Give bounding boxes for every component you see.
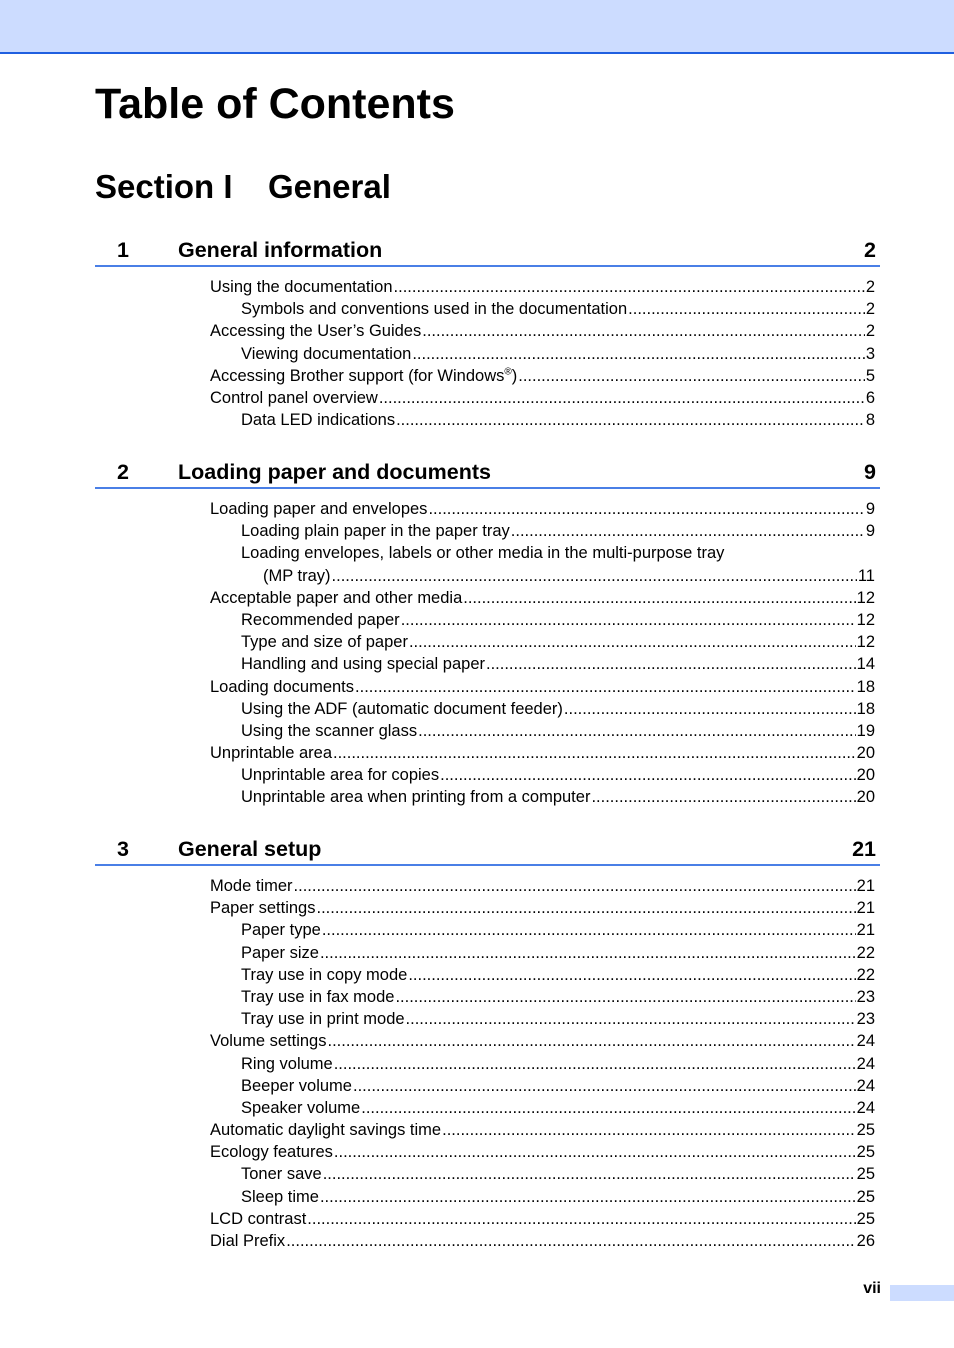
dot-leader	[518, 365, 865, 387]
toc-entry-page: 9	[865, 522, 875, 541]
toc-entry-text: Using the scanner glass	[241, 721, 418, 740]
toc-entry[interactable]	[95, 1030, 880, 1052]
toc-entry-label	[210, 387, 378, 409]
toc-entry-text: Mode timer	[210, 877, 293, 895]
chapter-title: General information	[178, 238, 383, 262]
toc-entry[interactable]	[95, 1075, 880, 1097]
toc-entry-label	[210, 1230, 285, 1252]
toc-entry-text: Accessing Brother support (for Windows	[210, 366, 505, 385]
chapter-number: 3	[117, 837, 129, 861]
toc-entry-label	[210, 498, 427, 520]
dot-leader	[486, 653, 856, 675]
toc-entry-label	[241, 298, 627, 320]
toc-entry-text: Tray use in print mode	[241, 1010, 405, 1029]
toc-entry-page: 24	[856, 1076, 875, 1095]
toc-entry-text: Toner save	[241, 1165, 322, 1184]
toc-entry[interactable]	[95, 298, 880, 320]
toc-entry-label	[241, 1186, 319, 1208]
toc-entry[interactable]	[95, 1163, 880, 1185]
toc-entry[interactable]	[95, 742, 880, 764]
toc-entry-label	[241, 764, 439, 786]
toc-entry-text: Loading plain paper in the paper tray	[241, 522, 510, 541]
toc-entry-page: 12	[856, 633, 875, 652]
toc-entry-label	[241, 786, 590, 808]
toc-entry-label	[241, 698, 563, 720]
toc-entry-page: 24	[856, 1032, 875, 1051]
section-heading	[95, 167, 391, 207]
toc-entry-page: 25	[856, 1165, 875, 1184]
dot-leader	[322, 919, 856, 941]
dot-leader	[440, 764, 856, 786]
toc-entry-text: Dial Prefix	[210, 1232, 286, 1250]
toc-entry-page: 26	[856, 1232, 875, 1250]
dot-leader	[379, 387, 865, 409]
toc-entry-text: Sleep time	[241, 1187, 319, 1206]
dot-leader	[286, 1230, 855, 1252]
toc-entry-text: Handling and using special paper	[241, 655, 486, 674]
toc-entry-text: Ring volume	[241, 1054, 333, 1073]
section-label: Section I	[95, 168, 233, 205]
toc-entry[interactable]	[95, 764, 880, 786]
toc-entry-page: 20	[856, 788, 875, 807]
toc-entry-text: Paper type	[241, 921, 321, 940]
chapter-page: 21	[852, 837, 876, 861]
toc-entry-suffix: )	[511, 366, 518, 385]
toc-entry-text: Unprintable area for copies	[241, 766, 440, 785]
toc-entry[interactable]	[95, 1119, 880, 1141]
toc-entry-text: Loading paper and envelopes	[210, 500, 428, 518]
toc-entry[interactable]	[95, 1186, 880, 1208]
toc-entry-text: Symbols and conventions used in the documentation	[241, 300, 628, 319]
toc-entry-page: 25	[856, 1121, 875, 1140]
toc-entry-text: Unprintable area	[210, 744, 332, 763]
toc-entry-page: 21	[856, 921, 875, 940]
toc-entry[interactable]	[95, 387, 880, 409]
dot-leader	[401, 609, 856, 631]
toc-entries	[95, 276, 880, 431]
dot-leader	[394, 276, 865, 298]
toc-entry-page: 9	[865, 500, 875, 518]
chapter-number: 2	[117, 460, 129, 484]
toc-entry[interactable]	[95, 565, 880, 587]
toc-entry[interactable]	[95, 1141, 880, 1163]
toc-entries	[95, 875, 880, 1252]
page-title: Table of Contents	[95, 80, 455, 128]
toc-entry-text: Using the ADF (automatic document feeder)	[241, 699, 563, 718]
toc-entry-label	[241, 1097, 360, 1119]
toc-entry-label	[210, 875, 293, 897]
toc-entry-page: 20	[856, 744, 875, 763]
toc-entry-text: Accessing the User’s Guides	[210, 322, 422, 341]
toc-entry-page: 14	[856, 655, 875, 674]
toc-entry[interactable]	[95, 720, 880, 742]
toc-entry-label	[241, 409, 395, 431]
dot-leader	[332, 565, 857, 587]
chapter-page: 9	[864, 460, 876, 484]
dot-leader	[316, 897, 855, 919]
toc-entry-page: 2	[865, 278, 875, 296]
toc-entry[interactable]	[95, 964, 880, 986]
toc-entry[interactable]	[95, 1008, 880, 1030]
footer-page-number: vii	[863, 1280, 881, 1297]
toc-entry-page: 12	[856, 610, 875, 629]
toc-entry-label	[241, 1163, 322, 1185]
toc-entry-page: 19	[856, 721, 875, 740]
toc-entry[interactable]	[95, 875, 880, 897]
toc-entry-page: 25	[856, 1143, 875, 1162]
dot-leader	[294, 875, 856, 897]
toc-entries	[95, 498, 880, 809]
dot-leader	[307, 1208, 855, 1230]
toc-entry-label	[210, 587, 462, 609]
chapter-3	[95, 834, 880, 1252]
dot-leader	[442, 1119, 856, 1141]
dot-leader	[408, 964, 855, 986]
toc-entry-page: 5	[865, 366, 875, 385]
toc-entry-page: 22	[856, 943, 875, 962]
toc-entry[interactable]	[95, 542, 880, 564]
dot-leader	[334, 1141, 856, 1163]
toc-entry-page: 20	[856, 766, 875, 785]
toc-entry[interactable]	[95, 409, 880, 431]
toc-entry-page: 24	[856, 1054, 875, 1073]
toc-entry[interactable]	[95, 609, 880, 631]
chapter-heading[interactable]	[95, 235, 880, 267]
toc-entry[interactable]	[95, 1230, 880, 1252]
toc-entry-text: Paper settings	[210, 899, 316, 918]
dot-leader	[361, 1097, 855, 1119]
toc-entry[interactable]	[95, 1097, 880, 1119]
toc-entry-page: 25	[856, 1187, 875, 1206]
toc-entry-text: Unprintable area when printing from a computer	[241, 788, 591, 807]
dot-leader	[327, 1030, 855, 1052]
toc-entry-page: 24	[856, 1098, 875, 1117]
toc-entry-label	[241, 520, 510, 542]
registered-mark: ®	[504, 366, 512, 378]
toc-entry-text: Ecology features	[210, 1143, 333, 1162]
toc-entry-page: 12	[856, 588, 875, 607]
toc-entry-label	[210, 276, 393, 298]
toc-entry[interactable]	[95, 320, 880, 342]
toc-entry[interactable]	[95, 520, 880, 542]
toc-entry[interactable]	[95, 1208, 880, 1230]
chapter-heading[interactable]	[95, 834, 880, 866]
dot-leader	[409, 631, 856, 653]
toc-entry-label	[241, 609, 400, 631]
toc-entry-page: 23	[856, 987, 875, 1006]
dot-leader	[418, 720, 856, 742]
toc-entry[interactable]	[95, 698, 880, 720]
toc-entry-label	[241, 720, 417, 742]
toc-entry-page: 23	[856, 1010, 875, 1029]
dot-leader	[628, 298, 865, 320]
dot-leader	[396, 409, 865, 431]
toc-entry-label	[210, 320, 421, 342]
toc-entry-label	[210, 676, 354, 698]
toc-entry[interactable]	[95, 587, 880, 609]
dot-leader	[428, 498, 864, 520]
toc-entry-label	[241, 1075, 352, 1097]
footer-tab	[890, 1285, 954, 1301]
toc-entry[interactable]	[95, 986, 880, 1008]
toc-entry-text: Automatic daylight savings time	[210, 1121, 442, 1140]
toc-entry-label	[241, 1008, 405, 1030]
toc-entry-label	[241, 942, 319, 964]
toc-entry-text: Loading envelopes, labels or other media in the multi-purpose tray	[241, 544, 725, 563]
toc-entry-text: Speaker volume	[241, 1098, 361, 1117]
toc-entry-text: Volume settings	[210, 1032, 327, 1051]
toc-entry-page: 25	[856, 1209, 875, 1228]
chapter-1	[95, 235, 880, 431]
chapter-title: General setup	[178, 837, 322, 861]
toc-entry[interactable]	[95, 276, 880, 298]
toc-entry-label	[210, 1208, 306, 1230]
toc-entry-page: 3	[865, 344, 875, 363]
toc-entry-label	[241, 919, 321, 941]
toc-entry[interactable]	[95, 1053, 880, 1075]
toc-entry-text: Data LED indications	[241, 411, 396, 430]
toc-entry[interactable]	[95, 919, 880, 941]
toc-entry-label	[210, 1030, 326, 1052]
toc-entry-text: Beeper volume	[241, 1076, 352, 1095]
toc-entry-page: 11	[857, 566, 875, 585]
toc-entry[interactable]	[95, 631, 880, 653]
chapter-2	[95, 457, 880, 809]
toc-entry[interactable]	[95, 897, 880, 919]
dot-leader	[323, 1163, 856, 1185]
toc-entry-label	[263, 565, 331, 587]
dot-leader	[353, 1075, 856, 1097]
dot-leader	[463, 587, 855, 609]
toc-entry-text: Viewing documentation	[241, 344, 412, 363]
toc-entry-label	[210, 365, 517, 387]
chapter-heading[interactable]	[95, 457, 880, 489]
toc-entry-text: Control panel overview	[210, 388, 378, 407]
dot-leader	[334, 1053, 856, 1075]
toc-entry-label	[210, 897, 315, 919]
toc-entry-label	[241, 542, 724, 564]
toc-entry-label	[241, 964, 407, 986]
dot-leader	[320, 1186, 856, 1208]
chapter-number: 1	[117, 238, 129, 262]
dot-leader	[333, 742, 856, 764]
toc-entry[interactable]	[95, 343, 880, 365]
toc-entry-text: Acceptable paper and other media	[210, 588, 463, 607]
toc-entry-text: Tray use in copy mode	[241, 965, 408, 984]
toc-entry-page: 2	[865, 300, 875, 319]
toc-entry-page: 18	[856, 677, 875, 696]
dot-leader	[395, 986, 855, 1008]
dot-leader	[591, 786, 855, 808]
toc-entry-label	[241, 986, 394, 1008]
toc-entry-page: 18	[856, 699, 875, 718]
toc-entry[interactable]	[95, 942, 880, 964]
toc-entry-page: 22	[856, 965, 875, 984]
dot-leader	[355, 676, 856, 698]
dot-leader	[511, 520, 865, 542]
toc-entry[interactable]	[95, 676, 880, 698]
toc-entry[interactable]	[95, 786, 880, 808]
toc-entry-label	[241, 1053, 333, 1075]
toc-entry-label	[210, 1141, 333, 1163]
toc-entry-label	[241, 653, 485, 675]
toc-entry-label	[210, 1119, 441, 1141]
toc-entry[interactable]	[95, 365, 880, 387]
toc-entry[interactable]	[95, 653, 880, 675]
dot-leader	[564, 698, 856, 720]
toc-entry-text: Recommended paper	[241, 610, 400, 629]
dot-leader	[406, 1008, 856, 1030]
toc-entry-page: 21	[856, 877, 875, 895]
toc-entry-page: 2	[865, 322, 875, 341]
toc-entry-label	[210, 742, 332, 764]
toc-entry-text: (MP tray)	[263, 566, 331, 585]
section-name: General	[268, 168, 391, 205]
toc-entry-text: Paper size	[241, 943, 319, 962]
chapter-title: Loading paper and documents	[178, 460, 491, 484]
toc-entry[interactable]	[95, 498, 880, 520]
toc-entry-page: 21	[856, 899, 875, 918]
dot-leader	[422, 320, 865, 342]
chapter-page: 2	[864, 238, 876, 262]
toc-entry-text: Tray use in fax mode	[241, 987, 395, 1006]
toc-entry-text: Type and size of paper	[241, 633, 408, 652]
toc-entry-label	[241, 343, 411, 365]
toc-entry-page: 8	[865, 411, 875, 430]
toc-entry-text: LCD contrast	[210, 1209, 307, 1228]
dot-leader	[320, 942, 856, 964]
toc-entry-text: Using the documentation	[210, 278, 393, 296]
header-band	[0, 0, 954, 54]
toc-entry-page: 6	[865, 388, 875, 407]
toc-entry-text: Loading documents	[210, 677, 355, 696]
toc-entry-label	[241, 631, 408, 653]
dot-leader	[412, 343, 865, 365]
